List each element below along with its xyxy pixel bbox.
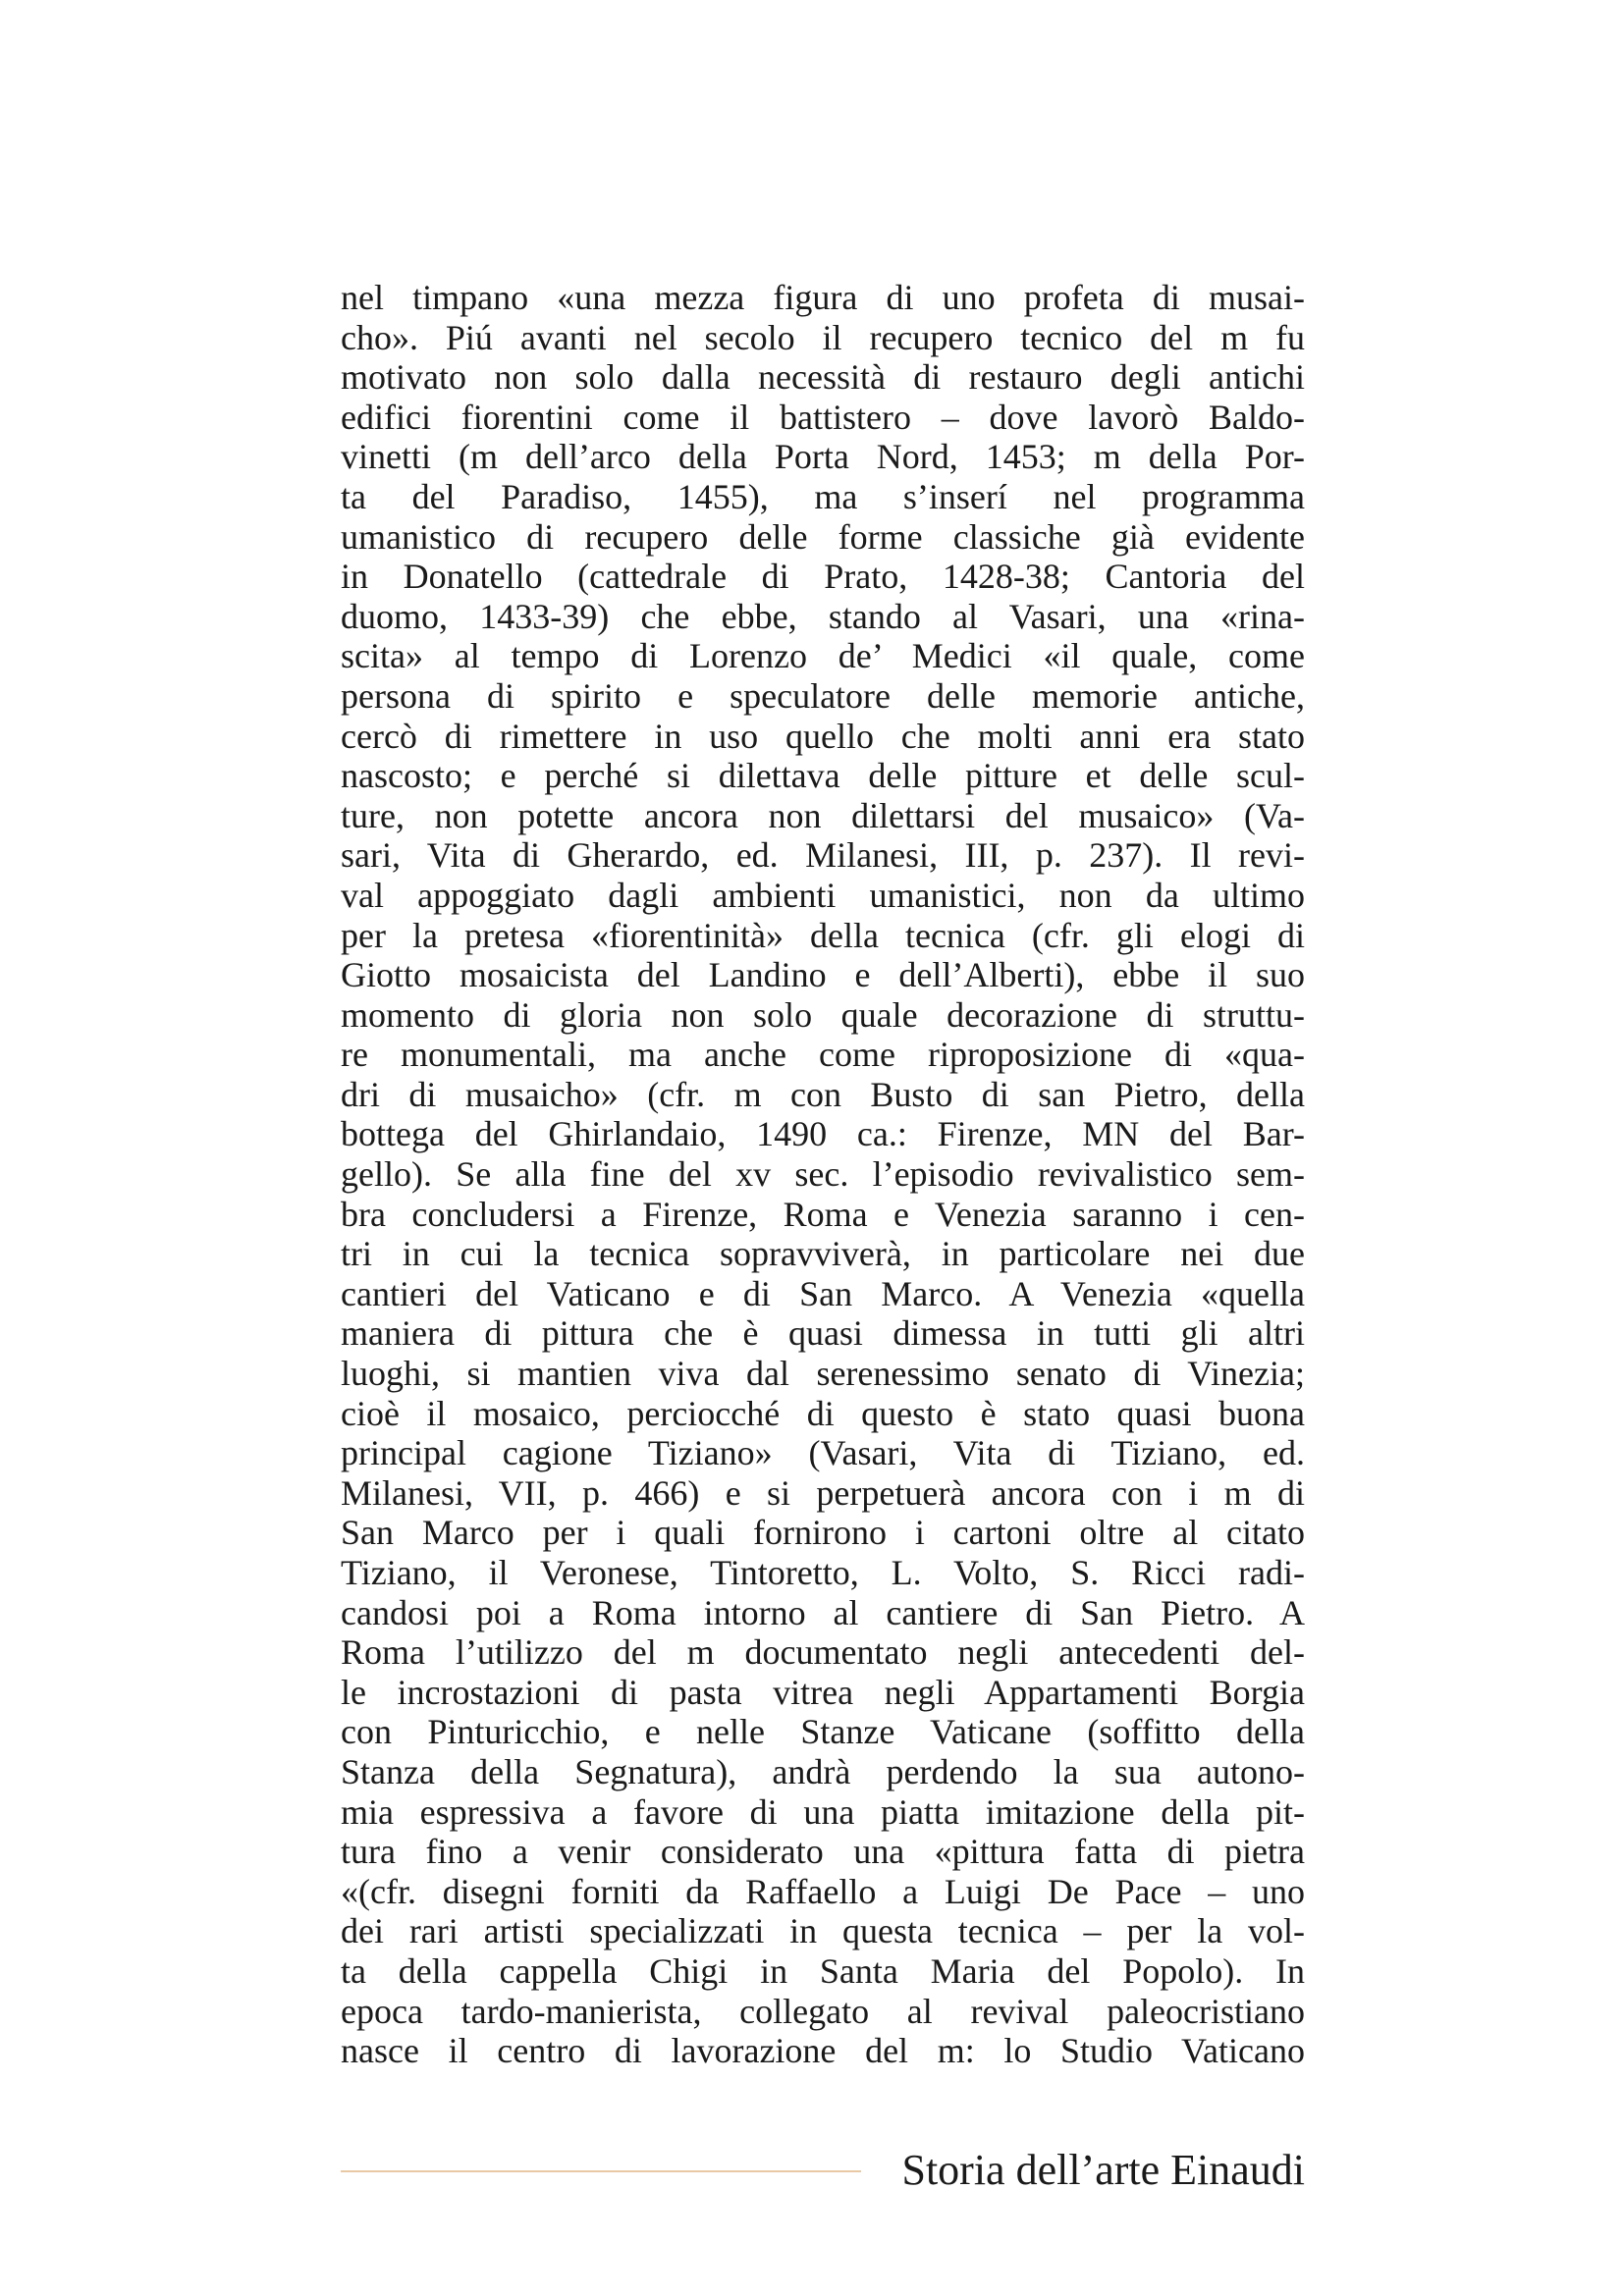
text-line: sari, Vita di Gherardo, ed. Milanesi, III, p. 237). Il revi-	[341, 835, 1305, 876]
text-line: epoca tardo-manierista, collegato al revival paleocristiano	[341, 1991, 1305, 2031]
text-line: momento di gloria non solo quale decorazione di struttu-	[341, 994, 1305, 1035]
text-line: in Donatello (cattedrale di Prato, 1428-38; Cantoria del	[341, 557, 1305, 597]
footer-divider	[341, 2170, 861, 2172]
text-line: per la pretesa «fiorentinità» della tecnica (cfr. gli elogi di	[341, 915, 1305, 955]
text-line: tura fino a venir considerato una «pittura fatta di pietra	[341, 1832, 1305, 1872]
text-line: nascosto; e perché si dilettava delle pitture et delle scul-	[341, 756, 1305, 796]
text-line: candosi poi a Roma intorno al cantiere di San Pietro. A	[341, 1592, 1305, 1632]
text-line: vinetti (m dell’arco della Porta Nord, 1453; m della Por-	[341, 437, 1305, 477]
text-line: dri di musaicho» (cfr. m con Busto di san Pietro, della	[341, 1074, 1305, 1114]
text-line: maniera di pittura che è quasi dimessa in tutti gli altri	[341, 1313, 1305, 1354]
body-text	[341, 278, 1305, 2071]
text-line: cho». Piú avanti nel secolo il recupero tecnico del m fu	[341, 317, 1305, 357]
text-line: cercò di rimettere in uso quello che molti anni era stato	[341, 716, 1305, 756]
text-line: umanistico di recupero delle forme classiche già evidente	[341, 516, 1305, 557]
text-line: val appoggiato dagli ambienti umanistici, non da ultimo	[341, 875, 1305, 915]
text-line: gello). Se alla fine del xv sec. l’episodio revivalistico sem-	[341, 1154, 1305, 1195]
text-line: Giotto mosaicista del Landino e dell’Alberti), ebbe il suo	[341, 955, 1305, 995]
text-line: duomo, 1433-39) che ebbe, stando al Vasari, una «rina-	[341, 596, 1305, 636]
text-line: cantieri del Vaticano e di San Marco. A Venezia «quella	[341, 1273, 1305, 1313]
text-line: Milanesi, VII, p. 466) e si perpetuerà ancora con i m di	[341, 1472, 1305, 1513]
text-line: principal cagione Tiziano» (Vasari, Vita di Tiziano, ed.	[341, 1433, 1305, 1473]
text-line: re monumentali, ma anche come riproposizione di «qua-	[341, 1035, 1305, 1075]
text-line: persona di spirito e speculatore delle memorie antiche,	[341, 675, 1305, 716]
text-line: motivato non solo dalla necessità di restauro degli antichi	[341, 357, 1305, 398]
footer-title: Storia dell’arte Einaudi	[901, 2146, 1305, 2194]
text-line: con Pinturicchio, e nelle Stanze Vaticane (soffitto della	[341, 1712, 1305, 1752]
text-line: «(cfr. disegni forniti da Raffaello a Luigi De Pace – uno	[341, 1871, 1305, 1911]
text-line: cioè il mosaico, perciocché di questo è stato quasi buona	[341, 1393, 1305, 1433]
text-line: luoghi, si mantien viva dal serenessimo senato di Vinezia;	[341, 1354, 1305, 1394]
text-line: mia espressiva a favore di una piatta imitazione della pit-	[341, 1791, 1305, 1832]
text-line: le incrostazioni di pasta vitrea negli Appartamenti Borgia	[341, 1672, 1305, 1712]
text-line: Tiziano, il Veronese, Tintoretto, L. Volto, S. Ricci radi-	[341, 1553, 1305, 1592]
text-line: scita» al tempo di Lorenzo de’ Medici «il quale, come	[341, 636, 1305, 676]
text-line: nel timpano «una mezza figura di uno profeta di musai-	[341, 278, 1305, 317]
text-line: dei rari artisti specializzati in questa tecnica – per la vol-	[341, 1911, 1305, 1951]
text-line: ta della cappella Chigi in Santa Maria del Popolo). In	[341, 1950, 1305, 1991]
text-line: Roma l’utilizzo del m documentato negli antecedenti del-	[341, 1632, 1305, 1673]
text-line: tri in cui la tecnica sopravviverà, in particolare nei due	[341, 1234, 1305, 1274]
text-line: nasce il centro di lavorazione del m: lo Studio Vaticano	[341, 2031, 1305, 2071]
text-line: edifici fiorentini come il battistero – dove lavorò Baldo-	[341, 397, 1305, 437]
text-line: ture, non potette ancora non dilettarsi del musaico» (Va-	[341, 795, 1305, 835]
text-line: San Marco per i quali fornirono i cartoni oltre al citato	[341, 1513, 1305, 1553]
text-line: ta del Paradiso, 1455), ma s’inserí nel programma	[341, 476, 1305, 516]
text-line: Stanza della Segnatura), andrà perdendo la sua autono-	[341, 1751, 1305, 1791]
text-line: bra concludersi a Firenze, Roma e Venezia saranno i cen-	[341, 1194, 1305, 1234]
text-line: bottega del Ghirlandaio, 1490 ca.: Firenze, MN del Bar-	[341, 1114, 1305, 1154]
